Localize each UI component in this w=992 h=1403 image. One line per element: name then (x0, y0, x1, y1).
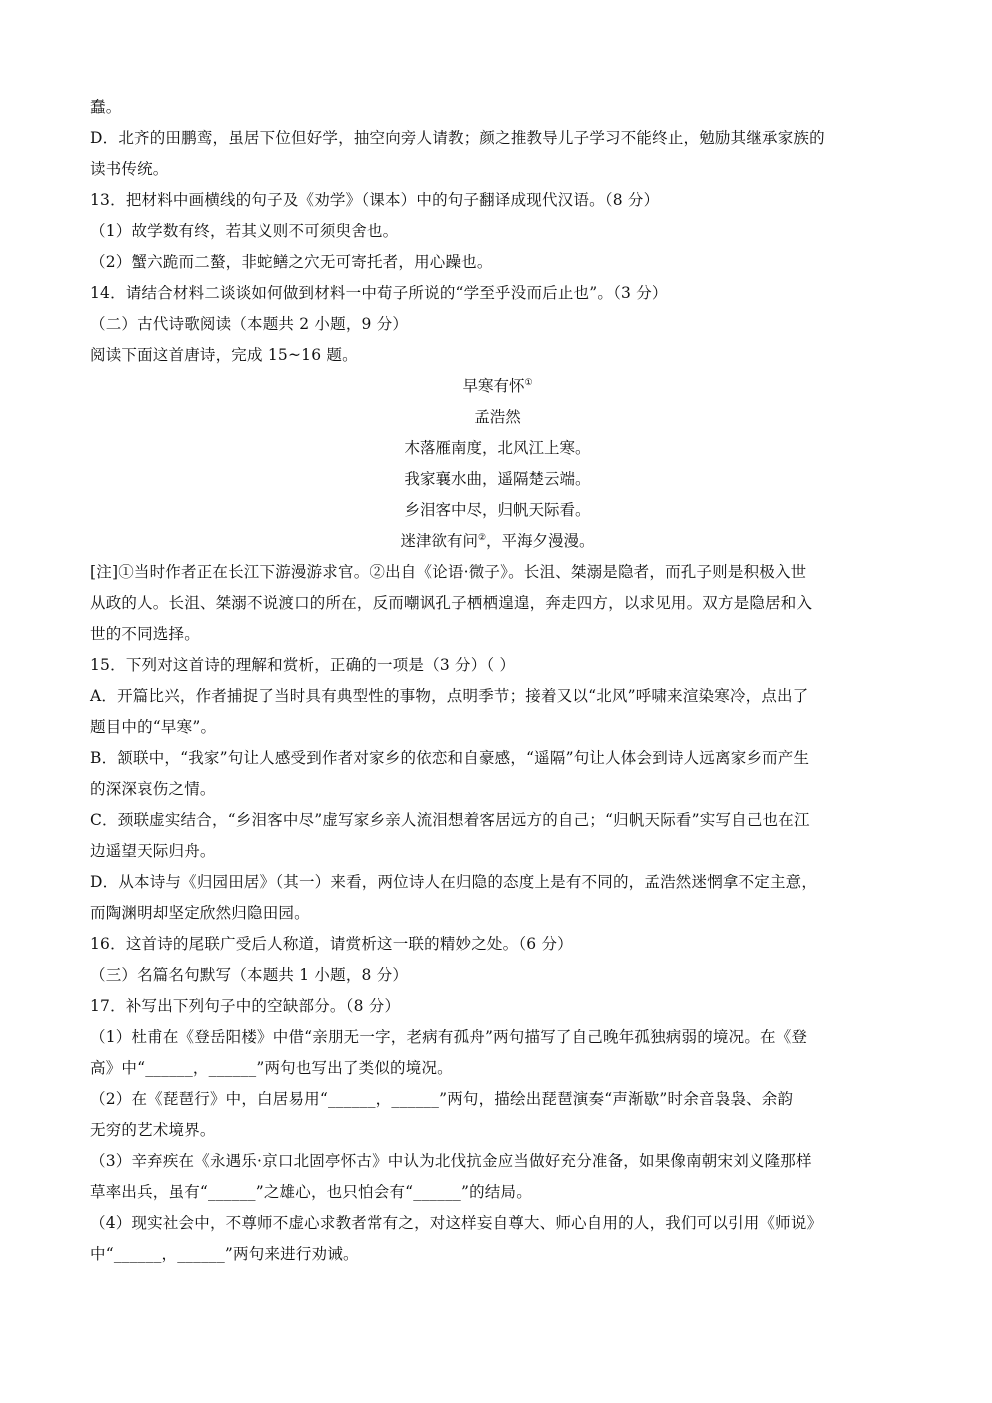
text-line: [注]①当时作者正在长江下游漫游求官。②出自《论语·微子》。长沮、桀溺是隐者，而孔子则是积极入世 (90, 563, 807, 581)
text-line: 17．补写出下列句子中的空缺部分。（8 分） (90, 997, 401, 1015)
text-line: （3）辛弃疾在《永遇乐·京口北固亭怀古》中认为北伐抗金应当做好充分准备，如果像南朝宋刘义隆那样 (90, 1152, 812, 1170)
text-line: D．北齐的田鹏鸾，虽居下位但好学，抽空向旁人请教；颜之推教导儿子学习不能终止，勉励其继承家族的 (90, 129, 825, 147)
text-line: B．颔联中，“我家”句让人感受到作者对家乡的依恋和自豪感，“遥隔”句让人体会到诗人远离家乡而产生 (90, 749, 810, 767)
text-line: 中“______，______”两句来进行劝诫。 (90, 1245, 359, 1263)
text-line: （4）现实社会中，不尊师不虚心求教者常有之，对这样妄自尊大、师心自用的人，我们可以引用《师说》 (90, 1214, 823, 1232)
text-line: 题目中的“早寒”。 (90, 718, 217, 736)
text-line: 草率出兵，虽有“______”之雄心，也只怕会有“______”的结局。 (90, 1183, 532, 1201)
text-line: 边遥望天际归舟。 (90, 842, 216, 860)
text-line: 从政的人。长沮、桀溺不说渡口的所在，反而嘲讽孔子栖栖遑遑，奔走四方，以求见用。双方是隐居和入 (90, 594, 813, 612)
poem-line: 我家襄水曲，遥隔楚云端。 (404, 470, 591, 488)
poem-line: 乡泪客中尽，归帆天际看。 (404, 501, 591, 519)
poem (90, 371, 905, 557)
text-line: （三）名篇名句默写（本题共 1 小题，8 分） (90, 966, 409, 984)
text-line: （2）在《琵琶行》中，白居易用“______，______”两句，描绘出琵琶演奏“声渐歇”时余音袅袅、余韵 (90, 1090, 794, 1108)
poem-title: 早寒有怀① (462, 377, 533, 395)
text-line: A．开篇比兴，作者捕捉了当时具有典型性的事物，点明季节；接着又以“北风”呼啸来渲染寒冷，点出了 (90, 687, 809, 705)
poem-line: 迷津欲有问②，平海夕漫漫。 (400, 532, 595, 550)
text-line: （1）故学数有终，若其义则不可须臾舍也。 (90, 222, 399, 240)
text-line: 14．请结合材料二谈谈如何做到材料一中荀子所说的“学至乎没而后止也”。（3 分） (90, 284, 668, 302)
text-line: （1）杜甫在《登岳阳楼》中借“亲朋无一字，老病有孤舟”两句描写了自己晚年孤独病弱的境况。在《登 (90, 1028, 808, 1046)
text-line: 而陶渊明却坚定欣然归隐田园。 (90, 904, 310, 922)
text-line: 蠢。 (90, 98, 122, 116)
question-block-1 (90, 92, 905, 371)
text-line: （二）古代诗歌阅读（本题共 2 小题，9 分） (90, 315, 409, 333)
text-line: 阅读下面这首唐诗，完成 15~16 题。 (90, 346, 358, 364)
text-line: 15．下列对这首诗的理解和赏析，正确的一项是（3 分）（ ） (90, 656, 516, 674)
text-line: 的深深哀伤之情。 (90, 780, 216, 798)
text-line: 高》中“______，______”两句也写出了类似的境况。 (90, 1059, 453, 1077)
text-line: （2）蟹六跪而二螯，非蛇鳝之穴无可寄托者，用心躁也。 (90, 253, 493, 271)
text-line: D．从本诗与《归园田居》（其一）来看，两位诗人在归隐的态度上是有不同的，孟浩然迷惘拿不定主意， (90, 873, 818, 891)
poem-author: 孟浩然 (474, 408, 521, 426)
text-line: 世的不同选择。 (90, 625, 200, 643)
text-line: C．颈联虚实结合，“乡泪客中尽”虚写家乡亲人流泪想着客居远方的自己；“归帆天际看”实写自己也在江 (90, 811, 810, 829)
question-block-2 (90, 557, 905, 1270)
text-line: 16．这首诗的尾联广受后人称道，请赏析这一联的精妙之处。（6 分） (90, 935, 573, 953)
text-line: 读书传统。 (90, 160, 169, 178)
text-line: 无穷的艺术境界。 (90, 1121, 216, 1139)
text-line: 13．把材料中画横线的句子及《劝学》（课本）中的句子翻译成现代汉语。（8 分） (90, 191, 660, 209)
poem-line: 木落雁南度，北风江上寒。 (404, 439, 591, 457)
exam-page (90, 92, 905, 1270)
